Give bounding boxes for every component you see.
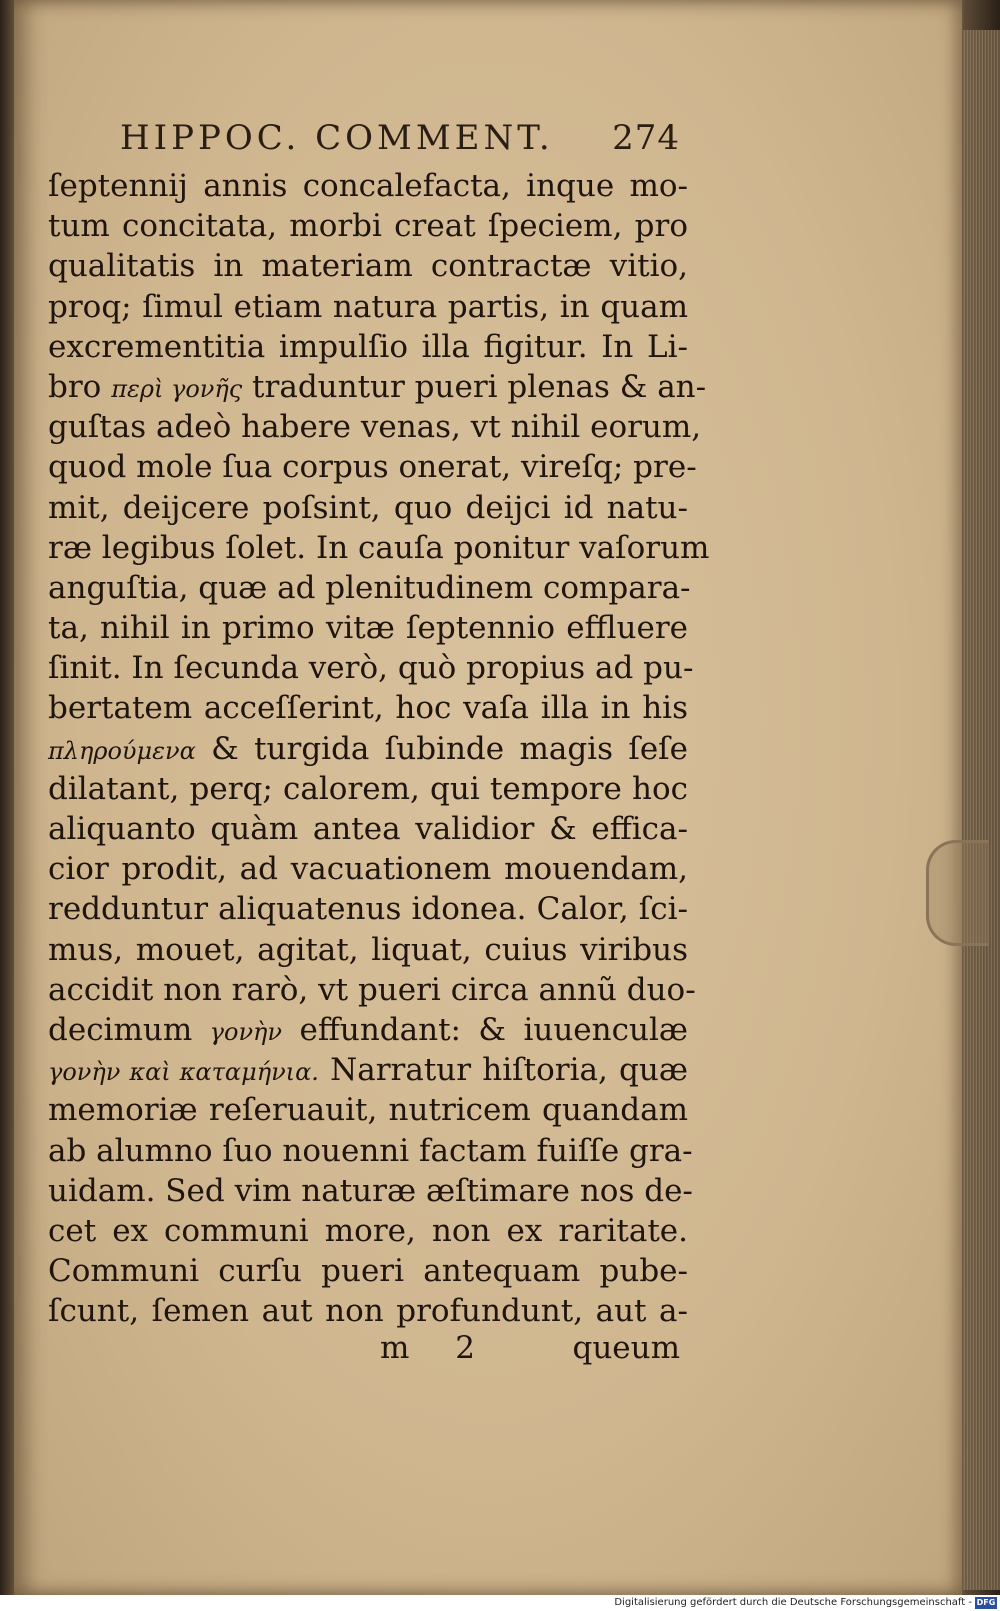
- digitization-credit: Digitalisierung gefördert durch die Deutsche Forschungsgemeinschaft -: [614, 1597, 972, 1608]
- page-number: 274: [612, 118, 680, 158]
- text-line: [48, 367, 707, 407]
- text-line: quod mole ſua corpus onerat, vireſq; pre-: [48, 449, 697, 486]
- text-segment: Narratur hiſtoria, quæ: [318, 1052, 688, 1089]
- text-line: tum concitata, morbi creat ſpeciem, pro: [48, 208, 688, 245]
- signature-mark: m 2: [380, 1330, 493, 1366]
- text-line: uidam. Sed vim naturæ æſtimare nos de-: [48, 1172, 693, 1209]
- greek-phrase: περὶ γονῆς: [111, 374, 243, 403]
- text-segment: decimum: [48, 1011, 210, 1048]
- page-edges: [960, 30, 1000, 1590]
- text-line: aliquanto quàm antea validior & effica-: [48, 811, 688, 847]
- text-line: bertatem acceſſerint, hoc vaſa illa in his: [48, 690, 688, 727]
- text-segment: traduntur pueri plenas & an-: [242, 368, 707, 405]
- greek-phrase: πληρούμενα: [48, 736, 196, 765]
- text-line: ab alumno ſuo nouenni factam fuiſſe gra-: [48, 1132, 693, 1169]
- text-line: redduntur aliquatenus idonea. Calor, ſci-: [48, 891, 688, 928]
- text-segment: effundant: & iuuenculæ: [282, 1011, 688, 1048]
- text-segment: bro: [48, 368, 112, 405]
- text-line: accidit non rarò, vt pueri circa annũ duo-: [48, 971, 696, 1008]
- text-line: anguſtia, quæ ad plenitudinem compara-: [48, 569, 691, 606]
- text-line: excrementitia impulſio illa figitur. In Li-: [48, 328, 688, 365]
- running-head: [120, 118, 680, 168]
- text-line: Communi curſu pueri antequam pube-: [48, 1253, 688, 1290]
- text-line: proq; ſimul etiam natura partis, in quam: [48, 288, 688, 325]
- text-line: ſcunt, ſemen aut non profundunt, aut a-: [48, 1293, 688, 1330]
- greek-phrase: γονὴν: [209, 1017, 283, 1046]
- text-line: cet ex communi more, non ex raritate.: [48, 1212, 688, 1249]
- text-line: memoriæ reſeruauit, nutricem quandam: [48, 1092, 688, 1129]
- text-segment: & turgida ſubinde magis ſeſe: [195, 730, 688, 767]
- dfg-logo: DFG: [976, 1598, 996, 1607]
- text-line: cior prodit, ad vacuationem mouendam,: [48, 851, 688, 888]
- page-footer: [360, 1330, 680, 1370]
- text-line: mit, deijcere poſsint, quo deijci id natu-: [48, 489, 688, 526]
- text-line: [48, 1010, 688, 1050]
- text-line: guſtas adeò habere venas, vt nihil eorum,: [48, 409, 702, 446]
- greek-phrase: γονὴν καὶ καταμήνια.: [48, 1058, 319, 1087]
- text-line: [48, 1050, 688, 1090]
- text-line: qualitatis in materiam contractæ vitio,: [48, 248, 688, 285]
- text-line: dilatant, perq; calorem, qui tempore hoc: [48, 770, 688, 807]
- catchword: queum: [572, 1330, 680, 1366]
- text-line: [48, 729, 688, 769]
- text-line: ta, nihil in primo vitæ ſeptennio effluere: [48, 610, 688, 647]
- text-line: ræ legibus ſolet. In cauſa ponitur vaſorum: [48, 529, 710, 566]
- text-line: mus, mouet, agitat, liquat, cuius viribus: [48, 931, 688, 968]
- body-text: [48, 166, 710, 1331]
- running-head-title: HIPPOC. COMMENT.: [120, 118, 554, 158]
- text-line: ſinit. In ſecunda verò, quò propius ad pu-: [48, 650, 694, 687]
- book-clasp: [926, 840, 989, 946]
- text-line: ſeptennij annis concalefacta, inque mo-: [48, 168, 688, 204]
